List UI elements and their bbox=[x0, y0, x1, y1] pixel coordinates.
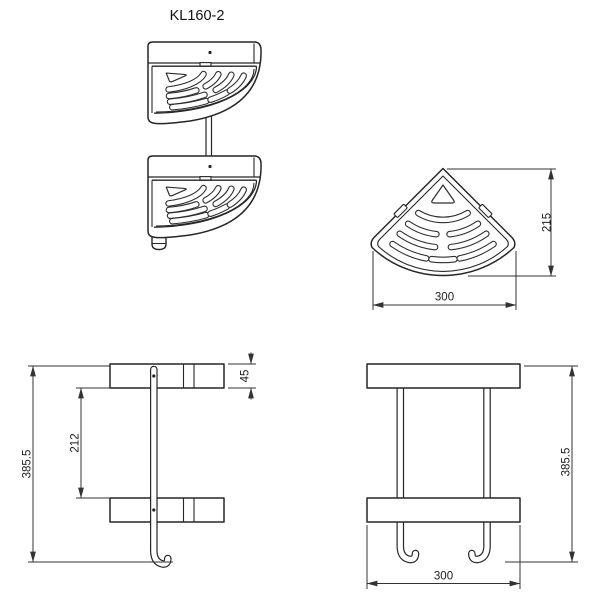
perspective-view bbox=[130, 42, 261, 250]
lower-shelf-side bbox=[110, 498, 224, 522]
total-height-dimension: 385.5 bbox=[21, 449, 34, 479]
lower-shelf-front bbox=[367, 498, 520, 522]
connecting-post bbox=[206, 112, 212, 160]
upper-shelf-side bbox=[110, 364, 224, 388]
depth-dimension: 215 bbox=[541, 212, 554, 233]
shelf-height-dimension: 45 bbox=[239, 369, 252, 383]
front-view bbox=[367, 364, 578, 589]
shelf-gap-dimension: 212 bbox=[69, 433, 82, 453]
side-view bbox=[22, 353, 257, 565]
width-dimension: 300 bbox=[434, 291, 455, 304]
upper-basket bbox=[130, 42, 261, 124]
width-dimension: 300 bbox=[433, 570, 454, 583]
model-title: KL160-2 bbox=[169, 8, 225, 24]
upper-shelf-front bbox=[367, 364, 520, 388]
screw-hole-lower bbox=[152, 508, 155, 511]
top-view bbox=[371, 169, 556, 311]
screw-hole-upper bbox=[152, 374, 155, 377]
lower-basket bbox=[130, 156, 261, 238]
total-height-dimension: 385.5 bbox=[560, 447, 573, 477]
